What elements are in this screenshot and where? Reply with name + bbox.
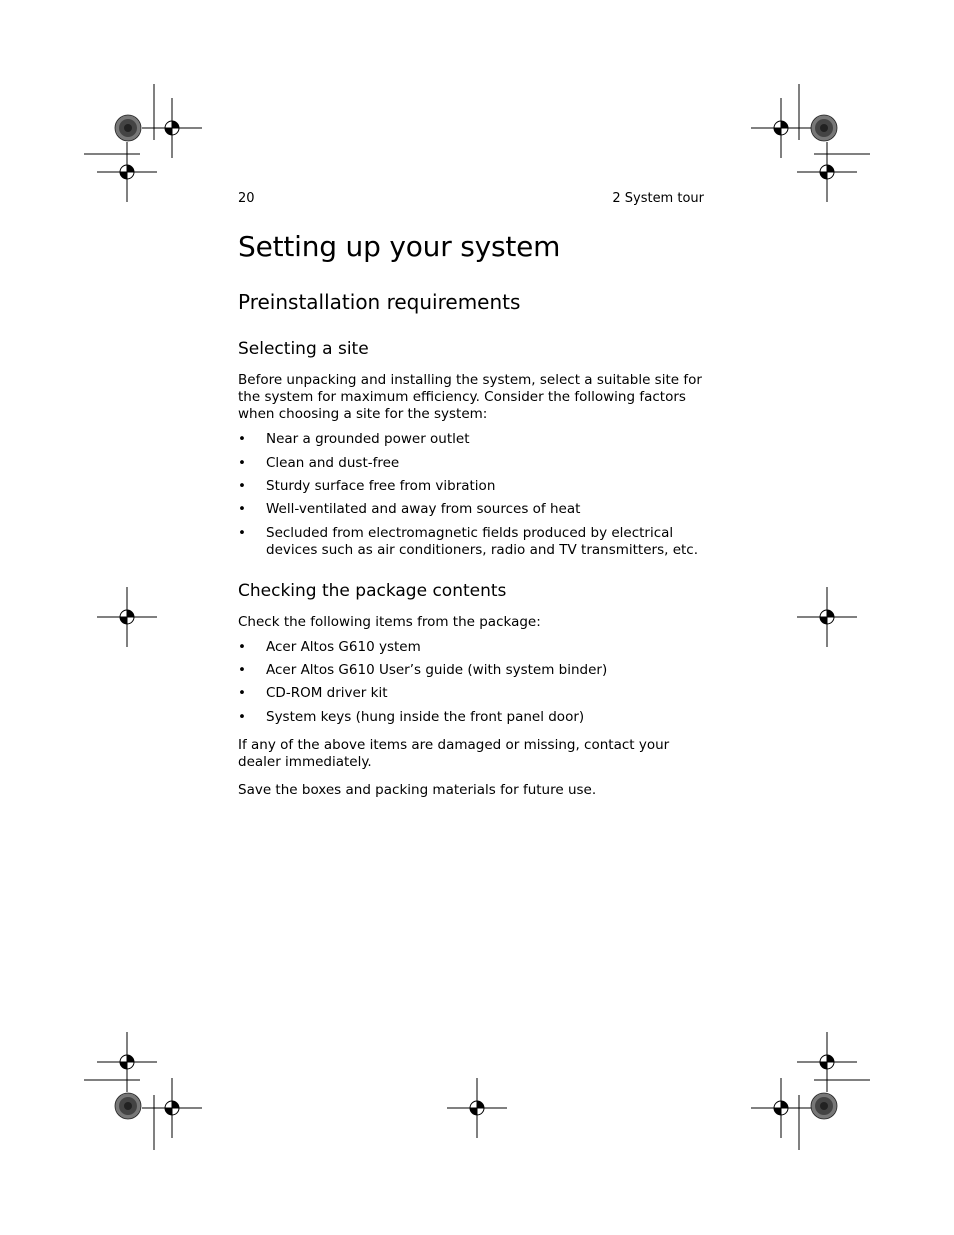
list-item-text: Acer Altos G610 User’s guide (with system binder) <box>266 662 608 678</box>
bullet: • <box>238 639 246 655</box>
list-item <box>238 685 708 702</box>
bullet: • <box>238 478 246 494</box>
damage-note-paragraph: If any of the above items are damaged or missing, contact your dealer immediately. <box>238 737 670 770</box>
site-intro-paragraph: Before unpacking and installing the system, select a suitable site for the system for maximum efficiency. Consider the following factors when choosing a site for the system: <box>238 372 702 422</box>
section-heading: Preinstallation requirements <box>238 290 521 314</box>
registration-mark-bottom-center <box>447 1078 507 1138</box>
list-item-text: Clean and dust-free <box>266 455 400 471</box>
list-item-text: Well-ventilated and away from sources of heat <box>266 501 581 517</box>
bullet: • <box>238 431 246 447</box>
list-item <box>238 525 708 559</box>
list-item-text: Secluded from electromagnetic fields produced by electrical devices such as air conditioners, radio and TV transmitters, etc. <box>266 525 699 558</box>
page-title: Setting up your system <box>238 230 561 263</box>
bullet: • <box>238 709 246 725</box>
list-item-text: Sturdy surface free from vibration <box>266 478 496 494</box>
bullet: • <box>238 685 246 701</box>
list-item <box>238 709 708 726</box>
bullet: • <box>238 662 246 678</box>
bullet: • <box>238 525 246 541</box>
list-item <box>238 478 708 495</box>
registration-mark-middle-right <box>797 587 857 647</box>
registration-mark-top-left <box>84 84 202 202</box>
list-item <box>238 431 708 448</box>
save-boxes-paragraph: Save the boxes and packing materials for future use. <box>238 782 597 798</box>
page-number: 20 <box>238 191 255 206</box>
list-item-text: System keys (hung inside the front panel door) <box>266 709 585 725</box>
registration-mark-middle-left <box>97 587 157 647</box>
list-item <box>238 639 708 656</box>
package-intro-paragraph: Check the following items from the package: <box>238 614 541 630</box>
list-item <box>238 455 708 472</box>
subsection-heading-package: Checking the package contents <box>238 581 507 601</box>
subsection-heading-site: Selecting a site <box>238 339 369 359</box>
registration-mark-bottom-right <box>751 1032 870 1150</box>
list-item <box>238 501 708 518</box>
list-item-text: Acer Altos G610 ystem <box>266 639 421 655</box>
list-item-text: Near a grounded power outlet <box>266 431 470 447</box>
running-header-chapter: 2 System tour <box>612 191 704 206</box>
list-item <box>238 662 708 679</box>
registration-mark-top-right <box>751 84 870 202</box>
bullet: • <box>238 455 246 471</box>
registration-mark-bottom-left <box>84 1032 202 1150</box>
bullet: • <box>238 501 246 517</box>
list-item-text: CD-ROM driver kit <box>266 685 388 701</box>
